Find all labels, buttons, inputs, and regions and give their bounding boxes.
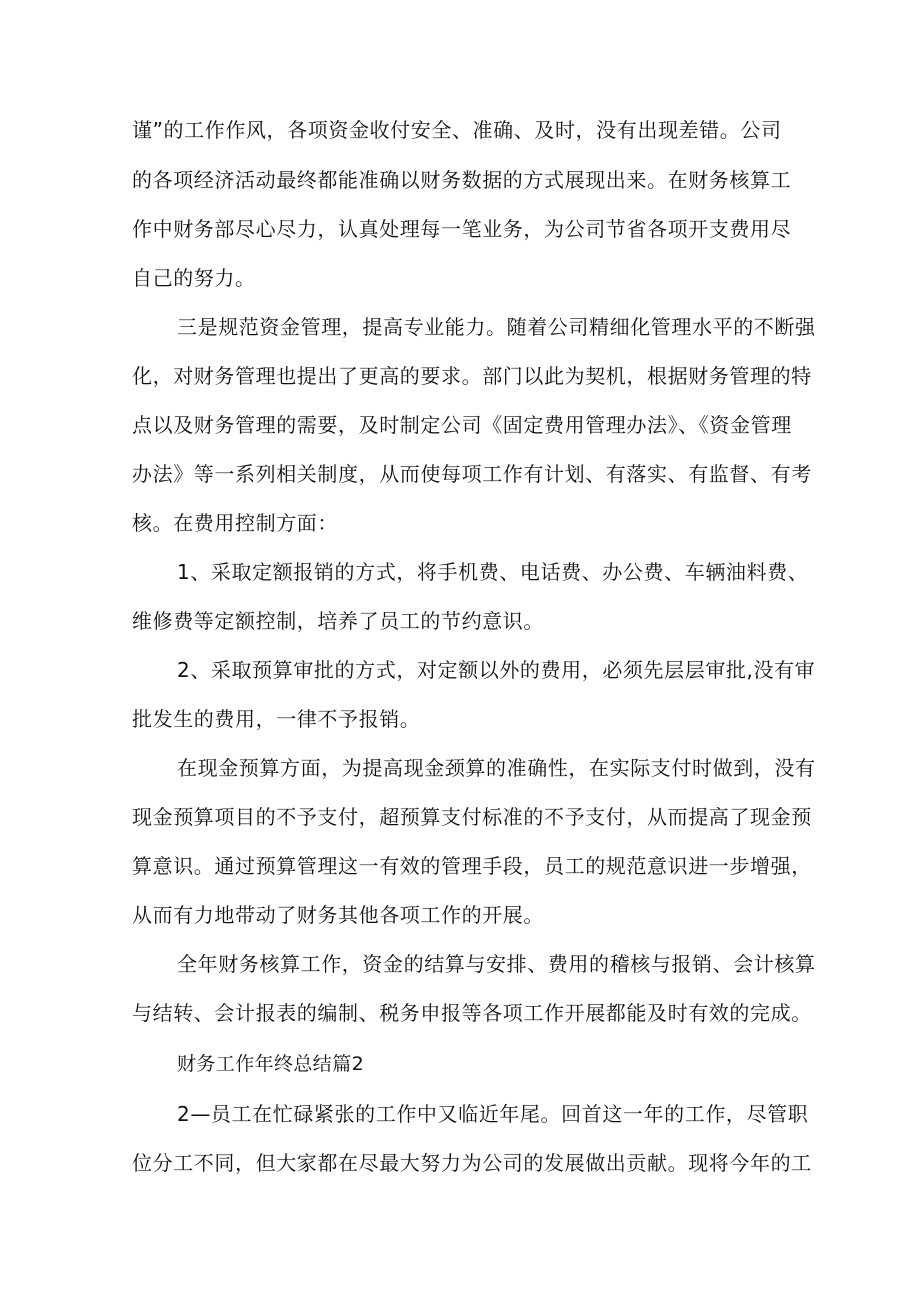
text-line: 与结转、会计报表的编制、税务申报等各项工作开展都能及时有效的完成。 — [132, 1001, 812, 1025]
text-line: 点以及财务管理的需要，及时制定公司《固定费用管理办法》、《资金管理 — [132, 413, 792, 437]
paragraph-first-line: 全年财务核算工作，资金的结算与安排、费用的稽核与报销、会计核算 — [177, 952, 816, 976]
text-line: 的各项经济活动最终都能准确以财务数据的方式展现出来。在财务核算工 — [132, 168, 792, 192]
text-line: 作中财务部尽心尽力，认真处理每一笔业务，为公司节省各项开支费用尽 — [132, 217, 792, 241]
text-line: 现金预算项目的不予支付，超预算支付标准的不予支付，从而提高了现金预 — [132, 805, 812, 829]
text-line: 算意识。通过预算管理这一有效的管理手段，员工的规范意识进一步增强， — [132, 854, 812, 878]
list-item-first-line: 1、采取定额报销的方式，将手机费、电话费、办公费、车辆油料费、 — [177, 560, 809, 584]
section-heading: 财务工作年终总结篇2 — [177, 1053, 365, 1075]
text-line: 谨”的工作作风，各项资金收付安全、准确、及时，没有出现差错。公司 — [132, 118, 782, 142]
paragraph-first-line: 在现金预算方面，为提高现金颈算的准确性，在实际支付时做到，没有 — [177, 756, 816, 780]
text-line: 化，对财务管理也提出了更高的要求。部门以此为契机，根据财务管理的特 — [132, 364, 812, 388]
paragraph-first-line: 2—员工在忙碌紧张的工作中又临近年尾。回首这一年的工作，尽管职 — [177, 1102, 809, 1126]
text-line: 位分工不同，但大家都在尽最大努力为公司的发展做出贡献。现将今年的工 — [132, 1151, 812, 1175]
text-line: 办法》等一系列相关制度，从而使每项工作有计划、有落实、有监督、有考 — [132, 462, 812, 486]
text-line: 核。在费用控制方面： — [132, 511, 338, 535]
paragraph-first-line: 三是规范资金管理，提高专业能力。随着公司精细化管理水平的不断强 — [177, 315, 816, 339]
text-line: 维修费等定额控制，培养了员工的节约意识。 — [132, 609, 544, 633]
list-item-first-line: 2、采取预算审批的方式，对定额以外的费用，必须先层层审批,没有审 — [177, 658, 816, 682]
text-line: 自己的努力。 — [132, 266, 256, 290]
text-line: 批发生的费用，一律不予报销。 — [132, 707, 421, 731]
text-line: 从而有力地带动了财务其他各项工作的开展。 — [132, 903, 544, 927]
